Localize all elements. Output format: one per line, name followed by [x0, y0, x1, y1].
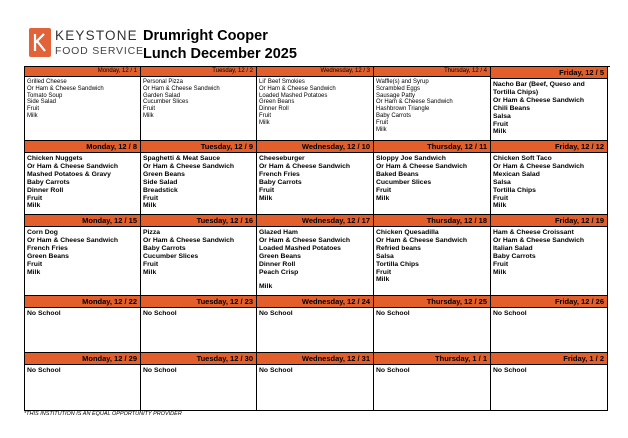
menu-item: Ham & Cheese Croissant	[493, 229, 574, 236]
day-menu	[374, 153, 490, 202]
menu-item: Scrambled Eggs	[376, 85, 421, 92]
menu-item: Milk	[143, 112, 154, 119]
calendar-week	[25, 296, 610, 353]
menu-item: Breadstick	[143, 186, 178, 194]
menu-item: Or Ham & Cheese Sandwich	[376, 236, 468, 244]
day-cell	[491, 67, 608, 141]
day-menu	[491, 365, 607, 375]
menu-item: Nacho Bar (Beef, Queso and Tortilla Chips)	[493, 81, 585, 96]
calendar-week	[25, 215, 610, 296]
keystone-k-icon	[29, 28, 51, 57]
menu-item: Fruit	[493, 120, 509, 128]
day-header: Wednesday, 12 / 10	[257, 141, 373, 153]
day-header: Tuesday, 12 / 2	[141, 67, 256, 77]
menu-item: Cucumber Slices	[376, 178, 432, 186]
day-menu	[257, 227, 373, 291]
menu-item: Spaghetti & Meat Sauce	[143, 155, 221, 162]
calendar-week	[25, 141, 610, 215]
menu-item: No School	[376, 310, 410, 317]
menu-item: Or Ham & Cheese Sandwich	[259, 236, 351, 244]
menu-item: Chicken Nuggets	[27, 155, 83, 162]
menu-item: Baby Carrots	[259, 178, 302, 186]
calendar-week	[25, 67, 610, 141]
day-menu	[25, 227, 140, 276]
day-menu	[25, 365, 140, 375]
menu-item: Or Ham & Cheese Sandwich	[493, 162, 585, 170]
menu-item: Fruit	[143, 260, 159, 268]
menu-item: Waffle(s) and Syrup	[376, 79, 429, 85]
menu-item: Lil' Beef Smokies	[259, 79, 305, 85]
menu-gap	[259, 276, 373, 283]
day-cell	[491, 215, 608, 296]
day-header: Thursday, 1 / 1	[374, 353, 490, 365]
day-menu	[257, 153, 373, 202]
menu-item: Milk	[27, 268, 41, 276]
menu-item: No School	[259, 310, 293, 317]
menu-item: Cucumber Slices	[143, 99, 189, 106]
day-header: Friday, 12 / 5	[491, 67, 607, 79]
menu-item: Refried beans	[376, 244, 421, 252]
day-header: Wednesday, 12 / 3	[257, 67, 373, 77]
menu-item: Sloppy Joe Sandwich	[376, 155, 446, 162]
menu-item: Milk	[259, 283, 273, 291]
day-cell	[374, 215, 491, 296]
menu-item: Fruit	[493, 194, 509, 202]
menu-item: Baby Carrots	[143, 244, 186, 252]
menu-item: Milk	[27, 112, 38, 119]
menu-calendar	[24, 66, 610, 411]
day-header: Thursday, 12 / 25	[374, 296, 490, 308]
menu-item: Tortilla Chips	[493, 186, 536, 194]
page-header	[24, 21, 609, 63]
menu-item: Cheeseburger	[259, 155, 305, 162]
menu-item: Mashed Potatoes & Gravy	[27, 170, 111, 178]
menu-item: No School	[27, 367, 61, 374]
menu-item: Chicken Quesadilla	[376, 229, 439, 236]
menu-item: Cucumber Slices	[143, 252, 199, 260]
menu-item: Or Ham & Cheese Sandwich	[143, 85, 220, 92]
day-cell	[141, 67, 257, 141]
day-header: Thursday, 12 / 18	[374, 215, 490, 227]
day-menu	[491, 227, 607, 276]
day-menu	[491, 79, 607, 136]
day-header: Monday, 12 / 1	[25, 67, 140, 77]
menu-item: Milk	[493, 202, 507, 210]
menu-item: Milk	[27, 202, 41, 210]
menu-item: Garden Salad	[143, 92, 181, 99]
day-menu	[257, 77, 373, 127]
day-header: Wednesday, 12 / 24	[257, 296, 373, 308]
menu-item: Or Ham & Cheese Sandwich	[376, 162, 468, 170]
keystone-logo	[29, 26, 159, 66]
menu-item: Personal Pizza	[143, 79, 184, 85]
day-header: Friday, 12 / 19	[491, 215, 607, 227]
day-header: Thursday, 12 / 4	[374, 67, 490, 77]
menu-item: Salsa	[493, 178, 511, 186]
menu-item: Milk	[376, 126, 387, 133]
equal-opportunity-note: *THIS INSTITUTION IS AN EQUAL OPPORTUNITY PROVIDER	[24, 411, 182, 417]
day-header: Tuesday, 12 / 16	[141, 215, 256, 227]
day-cell	[25, 353, 141, 411]
menu-item: Green Beans	[259, 252, 301, 260]
menu-item: Baby Carrots	[27, 178, 70, 186]
menu-item: Or Ham & Cheese Sandwich	[143, 162, 235, 170]
menu-title: Lunch December 2025	[143, 46, 297, 62]
day-menu	[25, 77, 140, 120]
menu-item: Tomato Soup	[27, 92, 63, 99]
day-cell	[374, 67, 491, 141]
menu-item: No School	[376, 367, 410, 374]
menu-item: Milk	[143, 268, 157, 276]
menu-item: Salsa	[376, 252, 394, 260]
day-menu	[141, 153, 256, 210]
day-cell	[257, 296, 374, 353]
day-menu	[141, 365, 256, 375]
menu-item: Dinner Roll	[27, 186, 64, 194]
day-cell	[25, 215, 141, 296]
menu-item: Baby Carrots	[376, 112, 412, 119]
day-menu	[141, 77, 256, 120]
title-block	[143, 27, 297, 63]
menu-item: Loaded Mashed Potatoes	[259, 92, 328, 99]
menu-item: Or Ham & Cheese Sandwich	[27, 85, 104, 92]
menu-item: No School	[143, 367, 177, 374]
day-menu	[374, 77, 490, 133]
menu-item: Milk	[493, 268, 507, 276]
menu-item: Milk	[376, 276, 390, 284]
day-cell	[25, 141, 141, 215]
day-menu	[257, 308, 373, 318]
menu-item: Salsa	[493, 112, 511, 120]
menu-item: Green Beans	[143, 170, 185, 178]
day-menu	[141, 227, 256, 276]
day-cell	[257, 67, 374, 141]
menu-item: Glazed Ham	[259, 229, 298, 236]
menu-item: Fruit	[493, 260, 509, 268]
day-header: Friday, 12 / 26	[491, 296, 607, 308]
day-cell	[25, 67, 141, 141]
day-cell	[25, 296, 141, 353]
menu-item: Mexican Salad	[493, 170, 540, 178]
day-header: Thursday, 12 / 11	[374, 141, 490, 153]
menu-item: Or Ham & Cheese Sandwich	[259, 162, 351, 170]
menu-item: Side Salad	[143, 178, 178, 186]
day-header: Friday, 1 / 2	[491, 353, 607, 365]
menu-item: Fruit	[376, 186, 392, 194]
day-menu	[25, 308, 140, 318]
menu-item: Fruit	[27, 106, 39, 113]
day-menu	[374, 308, 490, 318]
menu-item: Fruit	[27, 194, 43, 202]
menu-item: Fruit	[259, 112, 271, 119]
brand-name: KEYSTONE	[55, 28, 138, 43]
menu-item: Loaded Mashed Potatoes	[259, 244, 341, 252]
calendar-week	[25, 353, 610, 411]
menu-item: Hashbrown Triangle	[376, 106, 430, 113]
day-header: Tuesday, 12 / 9	[141, 141, 256, 153]
menu-item: No School	[493, 367, 527, 374]
menu-item: Or Ham & Cheese Sandwich	[27, 236, 119, 244]
menu-item: Baby Carrots	[493, 252, 536, 260]
menu-item: Green Beans	[27, 252, 69, 260]
day-cell	[257, 215, 374, 296]
day-menu	[491, 308, 607, 318]
menu-item: Milk	[493, 128, 507, 136]
menu-item: Side Salad	[27, 99, 57, 106]
menu-item: Baked Beans	[376, 170, 419, 178]
menu-item: Grilled Cheese	[27, 79, 67, 85]
day-menu	[491, 153, 607, 210]
menu-item: Tortilla Chips	[376, 260, 419, 268]
day-menu	[374, 365, 490, 375]
day-menu	[374, 227, 490, 284]
day-menu	[257, 365, 373, 375]
day-cell	[141, 296, 257, 353]
menu-item: Fruit	[143, 194, 159, 202]
menu-item: Italian Salad	[493, 244, 533, 252]
menu-item: No School	[27, 310, 61, 317]
day-cell	[141, 353, 257, 411]
menu-item: Milk	[259, 119, 270, 126]
menu-item: Chicken Soft Taco	[493, 155, 552, 162]
menu-item: Or Ham & Cheese Sandwich	[259, 85, 336, 92]
day-cell	[141, 141, 257, 215]
menu-item: Fruit	[376, 268, 392, 276]
day-header: Monday, 12 / 22	[25, 296, 140, 308]
school-title: Drumright Cooper	[143, 28, 268, 44]
menu-item: Fruit	[376, 119, 388, 126]
menu-item: Dinner Roll	[259, 260, 296, 268]
day-menu	[25, 153, 140, 210]
menu-item: French Fries	[27, 244, 68, 252]
menu-item: Corn Dog	[27, 229, 58, 236]
day-header: Tuesday, 12 / 23	[141, 296, 256, 308]
day-cell	[491, 141, 608, 215]
day-header: Friday, 12 / 12	[491, 141, 607, 153]
day-cell	[141, 215, 257, 296]
menu-item: Dinner Roll	[259, 106, 289, 113]
brand-subtitle: FOOD SERVICE	[55, 45, 144, 57]
menu-item: Fruit	[143, 106, 155, 113]
menu-item: French Fries	[259, 170, 300, 178]
menu-item: No School	[143, 310, 177, 317]
menu-item: Or Ham & Cheese Sandwich	[493, 236, 585, 244]
menu-item: Sausage Patty	[376, 92, 416, 99]
menu-item: Or Ham & Cheese Sandwich	[143, 236, 235, 244]
menu-item: Peach Crisp	[259, 268, 299, 276]
day-cell	[374, 296, 491, 353]
day-header: Monday, 12 / 15	[25, 215, 140, 227]
menu-item: Pizza	[143, 229, 160, 236]
menu-item: Milk	[376, 194, 390, 202]
day-cell	[257, 353, 374, 411]
menu-item: Fruit	[27, 260, 43, 268]
menu-item: No School	[259, 367, 293, 374]
day-cell	[491, 353, 608, 411]
day-header: Wednesday, 12 / 31	[257, 353, 373, 365]
day-header: Tuesday, 12 / 30	[141, 353, 256, 365]
day-header: Monday, 12 / 8	[25, 141, 140, 153]
menu-item: Or Ham & Cheese Sandwich	[493, 96, 585, 104]
day-header: Monday, 12 / 29	[25, 353, 140, 365]
menu-item: Fruit	[259, 186, 275, 194]
day-header: Wednesday, 12 / 17	[257, 215, 373, 227]
menu-item: Green Beans	[259, 99, 295, 106]
day-menu	[141, 308, 256, 318]
day-cell	[491, 296, 608, 353]
menu-item: Milk	[143, 202, 157, 210]
day-cell	[374, 141, 491, 215]
menu-item: No School	[493, 310, 527, 317]
menu-item: Chili Beans	[493, 104, 531, 112]
day-cell	[257, 141, 374, 215]
menu-item: Milk	[259, 194, 273, 202]
menu-item: Or Ham & Cheese Sandwich	[376, 99, 453, 106]
day-cell	[374, 353, 491, 411]
menu-item: Or Ham & Cheese Sandwich	[27, 162, 119, 170]
